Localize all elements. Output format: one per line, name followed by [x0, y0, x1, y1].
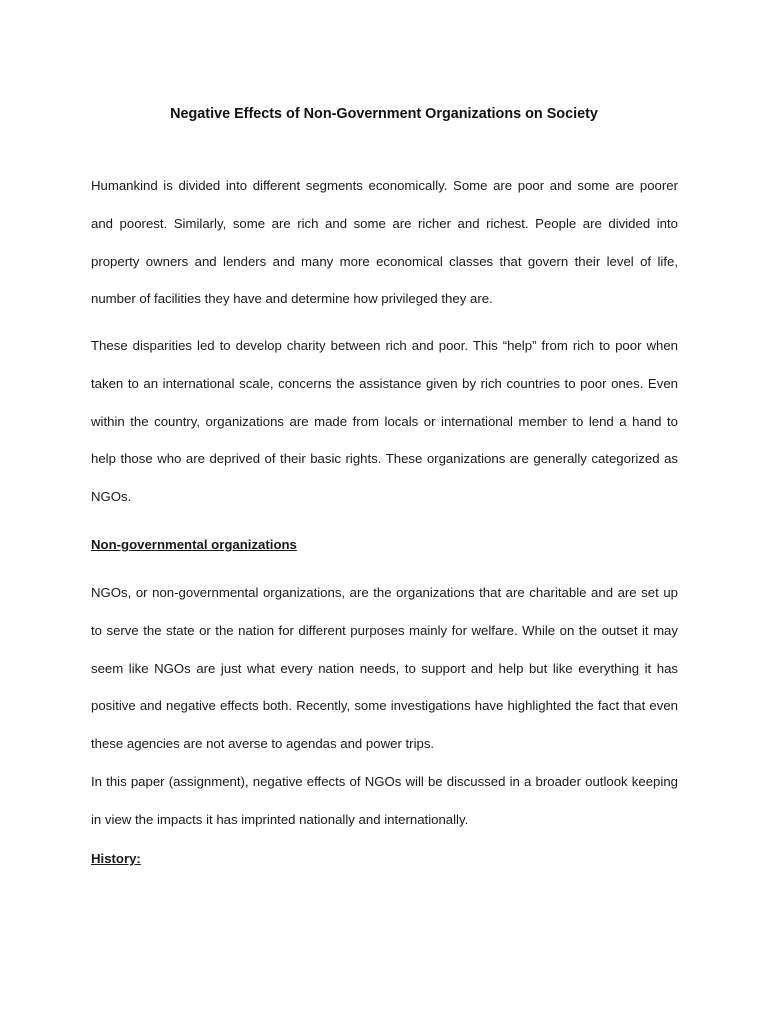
paragraph-disparities: These disparities led to develop charity between rich and poor. This “help” from rich to poor when taken to an international scale, concerns the assistance given by rich countries to poor ones. Even within the country, organizations are made from locals or international member to lend a hand to help those who are deprived of their basic rights. These organizations are generally categorized as NGOs.: [91, 338, 678, 505]
paragraph-ngo-definition: NGOs, or non-governmental organizations, are the organizations that are charitable and are set up to serve the state or the nation for different purposes mainly for welfare. While on the outset it may seem like NGOs are just what every nation needs, to support and help but like everything it has positive and negative effects both. Recently, some investigations have highlighted the fact that even these agencies are not averse to agendas and power trips.: [91, 585, 678, 752]
paragraph-intro: Humankind is divided into different segments economically. Some are poor and some are poorer and poorest. Similarly, some are rich and some are richer and richest. People are divided into property owners and lenders and many more economical classes that govern their level of life, number of facilities they have and determine how privileged they are.: [91, 178, 678, 307]
section-heading-ngos: Non-governmental organizations: [91, 537, 297, 552]
paragraph-paper-scope: In this paper (assignment), negative effects of NGOs will be discussed in a broader outlook keeping in view the impacts it has imprinted nationally and internationally.: [91, 774, 678, 827]
section-heading-history: History:: [91, 851, 141, 866]
document-title: Negative Effects of Non-Government Organizations on Society: [170, 105, 598, 122]
